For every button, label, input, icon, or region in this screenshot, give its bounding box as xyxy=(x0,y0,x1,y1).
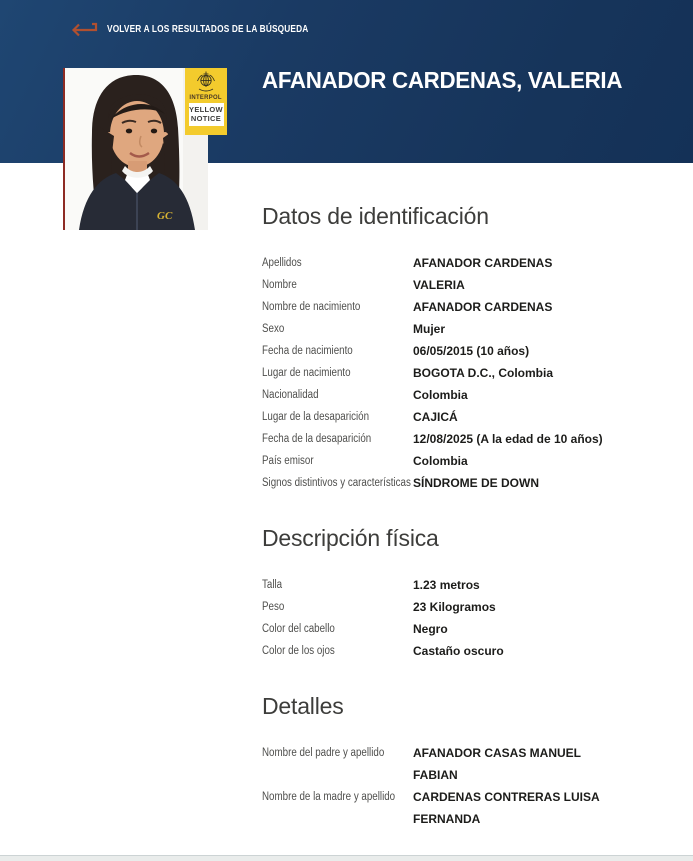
page-title: AFANADOR CARDENAS, VALERIA xyxy=(262,67,623,93)
detail-row: Lugar de la desaparición CAJICÁ xyxy=(262,410,458,424)
detail-row: Peso 23 Kilogramos xyxy=(262,600,496,614)
detail-row: Nacionalidad Colombia xyxy=(262,388,468,402)
notice-type-label xyxy=(189,103,224,126)
svg-text:GC: GC xyxy=(157,210,173,222)
section-identification xyxy=(262,202,662,494)
detail-row: Nombre VALERIA xyxy=(262,278,465,292)
detail-row: Sexo Mujer xyxy=(262,322,446,336)
notice-word-yellow: YELLOW xyxy=(189,105,223,114)
detail-row: Color del cabello Negro xyxy=(262,622,448,636)
detail-row: Talla 1.23 metros xyxy=(262,578,480,592)
detail-row: Fecha de nacimiento 06/05/2015 (10 años) xyxy=(262,344,530,358)
detail-row: Nombre del padre y apellido AFANADOR CASAS MANUEL FABIAN xyxy=(262,746,581,782)
section-physical-description xyxy=(262,524,662,662)
detail-row: País emisor Colombia xyxy=(262,454,468,468)
section-details xyxy=(262,692,662,830)
notice-word-notice: NOTICE xyxy=(190,114,222,123)
detail-row: Apellidos AFANADOR CARDENAS xyxy=(262,256,553,270)
section-title: Detalles xyxy=(262,693,344,719)
notice-details xyxy=(262,163,662,830)
back-link-label: VOLVER A LOS RESULTADOS DE LA BÚSQUEDA xyxy=(107,23,309,35)
section-title: Descripción física xyxy=(262,525,439,551)
detail-row: Fecha de la desaparición 12/08/2025 (A la edad de 10 años) xyxy=(262,432,603,446)
yellow-notice-badge xyxy=(185,68,227,135)
detail-row: Nombre de la madre y apellido CARDENAS CONTRERAS LUISA FERNANDA xyxy=(262,790,600,826)
detail-row: Signos distintivos y características SÍNDROME DE DOWN xyxy=(262,476,539,490)
detail-row: Nombre de nacimiento AFANADOR CARDENAS xyxy=(262,300,553,314)
interpol-brand-label: INTERPOL xyxy=(189,94,223,101)
interpol-emblem-icon xyxy=(196,71,216,93)
page-bottom-divider xyxy=(0,855,693,861)
back-arrow-icon xyxy=(66,21,98,37)
section-title: Datos de identificación xyxy=(262,203,489,229)
detail-row: Color de los ojos Castaño oscuro xyxy=(262,644,504,658)
back-to-search-results-link[interactable] xyxy=(66,21,362,37)
detail-row: Lugar de nacimiento BOGOTA D.C., Colombia xyxy=(262,366,553,380)
